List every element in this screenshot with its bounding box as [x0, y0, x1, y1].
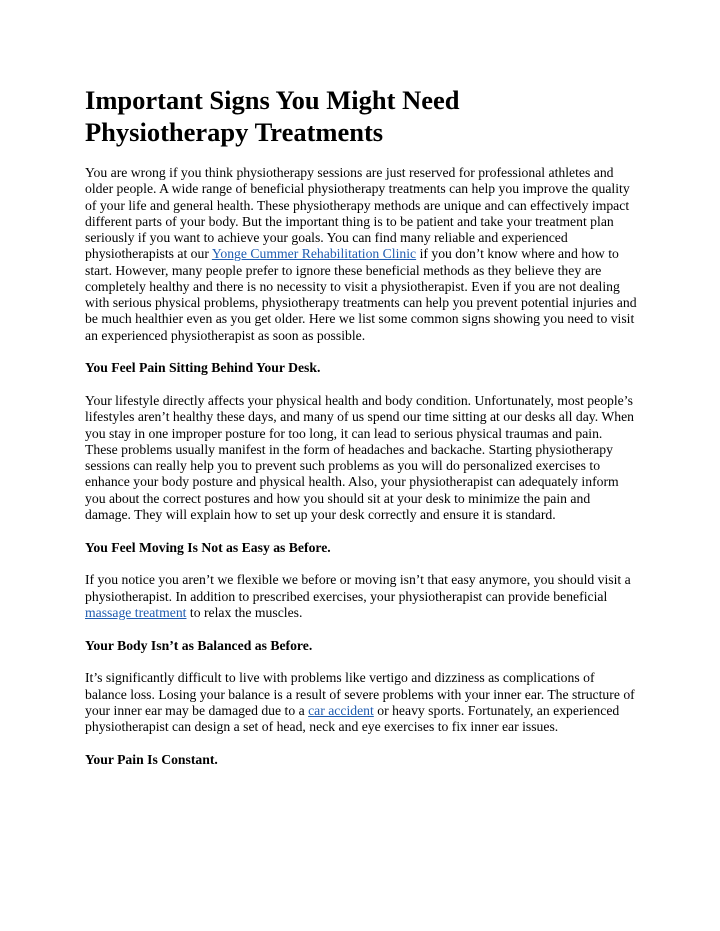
intro-paragraph — [85, 165, 637, 344]
title-line-1: Important Signs You Might Need — [85, 85, 460, 115]
balance-text-end: or heavy sports. Fortunately, an experienced physiotherapist can design a set of head, neck and eye exercises to fix inner ear issues. — [85, 702, 620, 734]
car-accident-link[interactable]: car accident — [308, 702, 374, 718]
intro-text-end: if you don’t know where and how to start. However, many people prefer to ignore these beneficial methods as they believe they are completely healthy and there is no necessity to visit a physiotherapist. Even if you are not dealing with serious physical problems, physiotherapy treatments can help you prevent potential injuries and be much healthier even as you get older. Here we list some common signs showing you need to visit an experienced physiotherapist as soon as possible. — [85, 246, 637, 343]
section-body-balance — [85, 670, 637, 735]
balance-text-start: It’s significantly difficult to live with problems like vertigo and dizziness as complications of balance loss. Losing your balance is a result of severe problems with your inner ear. The structure of your inner ear may be damaged due to a — [85, 670, 635, 718]
intro-text-start: You are wrong if you think physiotherapy sessions are just reserved for professional athletes and older people. A wide range of beneficial physiotherapy treatments can help you improve the quality of your life and general health. These physiotherapy methods are unique and can effectively impact different parts of your body. But the important thing is to be patient and take your treatment plan seriously if you want to achieve your goals. You can find many reliable and experienced physiotherapists at our — [85, 165, 630, 262]
clinic-link[interactable]: Yonge Cummer Rehabilitation Clinic — [211, 246, 417, 262]
document-page — [85, 84, 637, 785]
title-line-2: Physiotherapy Treatments — [85, 117, 384, 147]
section-body-moving — [85, 572, 637, 621]
section-heading-desk-pain: You Feel Pain Sitting Behind Your Desk. — [85, 360, 321, 376]
page-title — [85, 84, 637, 148]
section-heading-constant-pain: Your Pain Is Constant. — [85, 751, 218, 767]
section-heading-moving: You Feel Moving Is Not as Easy as Before. — [85, 539, 331, 555]
moving-text-start: If you notice you aren’t we flexible we before or moving isn’t that easy anymore, you should visit a physiotherapist. In addition to prescribed exercises, your physiotherapist can provide beneficial — [85, 572, 631, 604]
moving-text-end: to relax the muscles. — [186, 604, 303, 620]
massage-treatment-link[interactable]: massage treatment — [85, 604, 187, 620]
section-body-desk-pain: Your lifestyle directly affects your physical health and body condition. Unfortunately, most people’s lifestyles aren’t healthy these days, and many of us spend our time sitting at our desks all day. When you stay in one improper posture for too long, it can lead to serious physical traumas and pain. These problems usually manifest in the form of headaches and backache. Starting physiotherapy sessions can really help you to prevent such problems as you will do personalized exercises to enhance your body posture and physical health. Also, your physiotherapist can adequately inform you about the correct postures and how you should sit at your desk to minimize the pain and damage. They will explain how to set up your desk correctly and ensure it is standard. — [85, 393, 635, 522]
section-heading-balance: Your Body Isn’t as Balanced as Before. — [85, 637, 313, 653]
